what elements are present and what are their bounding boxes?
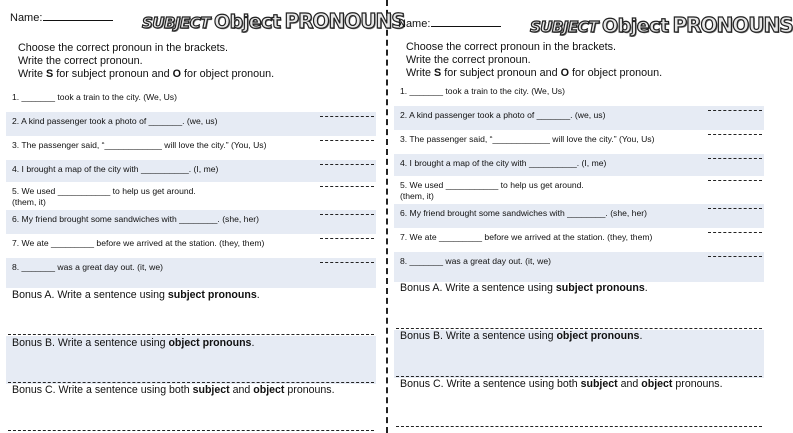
- title-object: Object: [213, 11, 281, 33]
- answer-line[interactable]: [396, 376, 762, 377]
- bonus-b: Bonus B. Write a sentence using object pronouns.: [394, 330, 764, 378]
- answer-line[interactable]: [320, 186, 374, 187]
- question-4: 4. I brought a map of the city with __________. (I, me): [6, 160, 376, 182]
- answer-line[interactable]: [320, 262, 374, 263]
- answer-line[interactable]: [708, 158, 762, 159]
- question-5: 5. We used ___________ to help us get around. (them, it): [6, 182, 376, 210]
- answer-line[interactable]: [708, 208, 762, 209]
- question-6: 6. My friend brought some sandwiches with ________. (she, her): [6, 210, 376, 234]
- question-3: 3. The passenger said, “____________ will love the city.” (You, Us): [6, 136, 376, 160]
- answer-line[interactable]: [320, 140, 374, 141]
- answer-line[interactable]: [708, 180, 762, 181]
- answer-line[interactable]: [708, 134, 762, 135]
- question-6: 6. My friend brought some sandwiches with ________. (she, her): [394, 204, 764, 228]
- instruction-line: Write the correct pronoun.: [406, 54, 531, 66]
- cut-line-divider: [386, 0, 388, 433]
- answer-line[interactable]: [396, 426, 762, 427]
- bonus-b: Bonus B. Write a sentence using object pronouns.: [6, 336, 376, 384]
- question-7: 7. We ate _________ before we arrived at the station. (they, them): [394, 228, 764, 252]
- name-field[interactable]: [10, 10, 113, 24]
- title-subject: SUBJECT: [530, 18, 598, 36]
- title-pronouns: PRONOUNS: [284, 9, 405, 33]
- worksheet-right: [394, 0, 793, 433]
- bonus-a: Bonus A. Write a sentence using subject pronouns.: [394, 282, 764, 330]
- worksheet-left: [6, 0, 405, 433]
- title-subject: SUBJECT: [142, 14, 210, 32]
- question-3: 3. The passenger said, “____________ will love the city.” (You, Us): [394, 130, 764, 154]
- question-5: 5. We used ___________ to help us get around. (them, it): [394, 176, 764, 204]
- answer-line[interactable]: [320, 238, 374, 239]
- question-2: 2. A kind passenger took a photo of _______. (we, us): [394, 106, 764, 130]
- worksheet-title: [530, 13, 793, 37]
- name-blank[interactable]: [43, 10, 113, 21]
- question-2: 2. A kind passenger took a photo of _______. (we, us): [6, 112, 376, 136]
- question-4: 4. I brought a map of the city with __________. (I, me): [394, 154, 764, 176]
- bonus-c: Bonus C. Write a sentence using both subject and object pronouns.: [6, 384, 376, 432]
- bonus-a: Bonus A. Write a sentence using subject pronouns.: [6, 288, 376, 336]
- answer-line[interactable]: [8, 382, 374, 383]
- instruction-line: Write S for subject pronoun and O for object pronoun.: [18, 68, 275, 80]
- instruction-line: Choose the correct pronoun in the brackets.: [18, 42, 229, 54]
- answer-line[interactable]: [320, 214, 374, 215]
- answer-line[interactable]: [320, 164, 374, 165]
- name-blank[interactable]: [431, 16, 501, 27]
- question-8: 8. _______ was a great day out. (it, we): [6, 258, 376, 288]
- answer-line[interactable]: [708, 110, 762, 111]
- question-8: 8. _______ was a great day out. (it, we): [394, 252, 764, 282]
- question-7: 7. We ate _________ before we arrived at the station. (they, them): [6, 234, 376, 258]
- answer-line[interactable]: [396, 328, 762, 329]
- name-label: Name:: [398, 18, 431, 30]
- answer-line[interactable]: [708, 232, 762, 233]
- answer-line[interactable]: [8, 334, 374, 335]
- title-object: Object: [601, 15, 669, 37]
- name-label: Name:: [10, 12, 43, 24]
- answer-line[interactable]: [320, 116, 374, 117]
- instruction-line: Write S for subject pronoun and O for object pronoun.: [406, 67, 663, 79]
- instruction-line: Choose the correct pronoun in the brackets.: [406, 41, 617, 53]
- answer-line[interactable]: [708, 256, 762, 257]
- name-field[interactable]: [398, 16, 501, 30]
- instructions: [406, 41, 662, 80]
- worksheet-title: [142, 9, 405, 33]
- bonus-c: Bonus C. Write a sentence using both subject and object pronouns.: [394, 378, 764, 428]
- title-pronouns: PRONOUNS: [672, 13, 793, 37]
- instructions: [18, 42, 274, 81]
- instruction-line: Write the correct pronoun.: [18, 55, 143, 67]
- answer-line[interactable]: [8, 430, 374, 431]
- question-1: 1. _______ took a train to the city. (We, Us): [400, 86, 565, 96]
- question-1: 1. _______ took a train to the city. (We, Us): [12, 92, 177, 102]
